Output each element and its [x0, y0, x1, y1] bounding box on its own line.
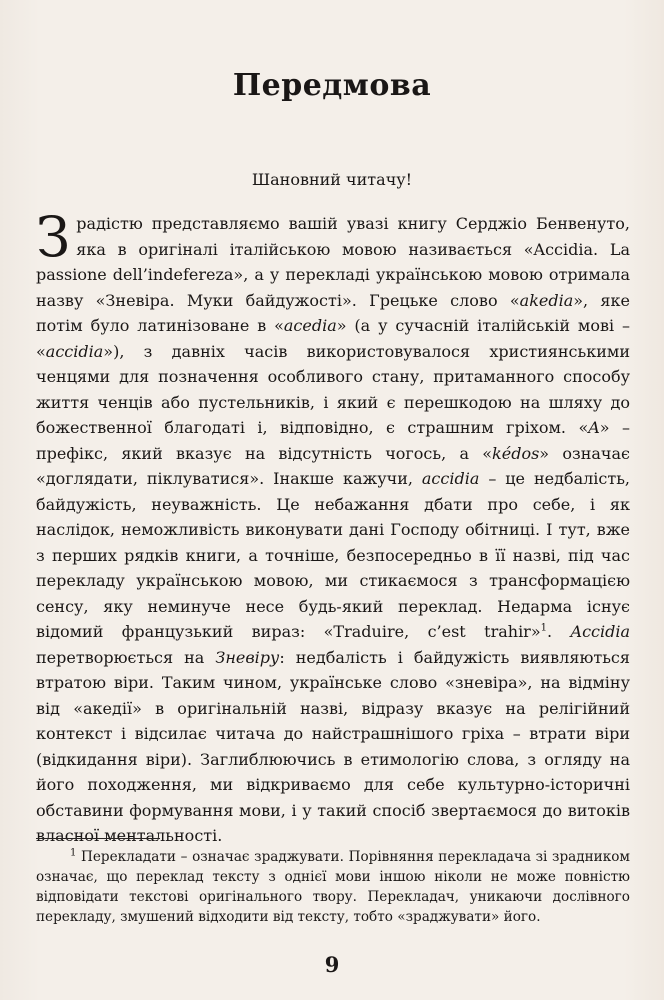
italic-term: accidia	[45, 341, 104, 361]
footnote-divider	[36, 838, 160, 839]
text-run: » (а у сучасній італійській мові – «	[36, 316, 630, 361]
italic-term: accidia	[421, 469, 480, 488]
body-paragraph	[36, 205, 631, 849]
text-run: : недбалість і байдужість виявляються втратою віри. Таким чином, українське слово «зневіра», на відміну від «акедії» в оригінальній назві, відразу вказує на релігійний контекст і відсилає читача до найстрашнішого гріха – втрати віри (відкидання віри). Заглиблюючись в етимологію слова, з огляду на його походження, ми відкриваємо для себе культурно-історичні обставини формування мови, і у такий спосіб звертаємося до витоків власної ментальності.	[36, 647, 630, 845]
page-title: Передмова	[232, 68, 432, 103]
italic-term: acedia	[283, 316, 337, 335]
text-run: » – префікс, який вказує на відсутність чогось, а «	[36, 418, 631, 463]
footnote-text: Перекладати – означає зраджувати. Порівняння перекладача зі зрадником означає, що переклад тексту з однієї мови іншою ніколи не може повністю відповідати текстові оригінального твору. Перекладач, уникаючи дослівного перекладу, змушений відходити від тексту, тобто «зраджувати» його.	[36, 849, 630, 925]
page-number: 9	[324, 952, 340, 977]
text-run: », яке потім було латинізоване в «	[36, 290, 630, 335]
footnote-reference[interactable]: 1	[540, 622, 547, 634]
italic-term: Accidia	[570, 622, 631, 641]
italic-term: A	[588, 418, 600, 437]
italic-term: akedia	[519, 290, 574, 310]
footnote-mark: 1	[70, 847, 77, 859]
italic-term: Зневіру	[215, 647, 280, 667]
drop-cap: З	[36, 205, 71, 269]
text-run: – це недбалість, байдужість, неуважність. Це небажання дбати про себе, і як наслідок, неможливість виконувати дані Господу обітниці. І тут, вже з перших рядків книги, а точніше, безпосередньо в її назві, під час перекладу українською мовою, ми стикаємося з трансформацією сенсу, яку неминуче несе будь-який переклад. Недарма існує відомий французький вираз: «Traduire, c’est trahir»	[36, 469, 631, 641]
text-run: » означає «доглядати, піклуватися». Інакше кажучи,	[36, 443, 630, 488]
text-run: . La passione dell’indefereza», а у перекладі українською мовою отримала назву «Зневіра. Муки байдужості». Грецьке слово «	[36, 239, 630, 310]
greeting-line: Шановний читачу!	[251, 170, 413, 189]
text-run: Accidia	[533, 239, 594, 259]
text-run: »), з давніх часів використовувалося християнськими ченцями для позначення особливого стану, притаманного способу життя ченців або пустельників, і який є перешкодою на шляху до божественної благодаті і, відповідно, є страшним гріхом. «	[36, 341, 630, 437]
italic-term: kédos	[492, 443, 540, 463]
footnote	[36, 847, 630, 927]
text-run: .	[547, 622, 571, 641]
text-run: радістю представляємо вашій увазі книгу Серджіо Бенвенуто, яка в оригіналі італійською мовою називається «	[76, 214, 630, 259]
text-run: перетворюється на	[36, 647, 216, 667]
